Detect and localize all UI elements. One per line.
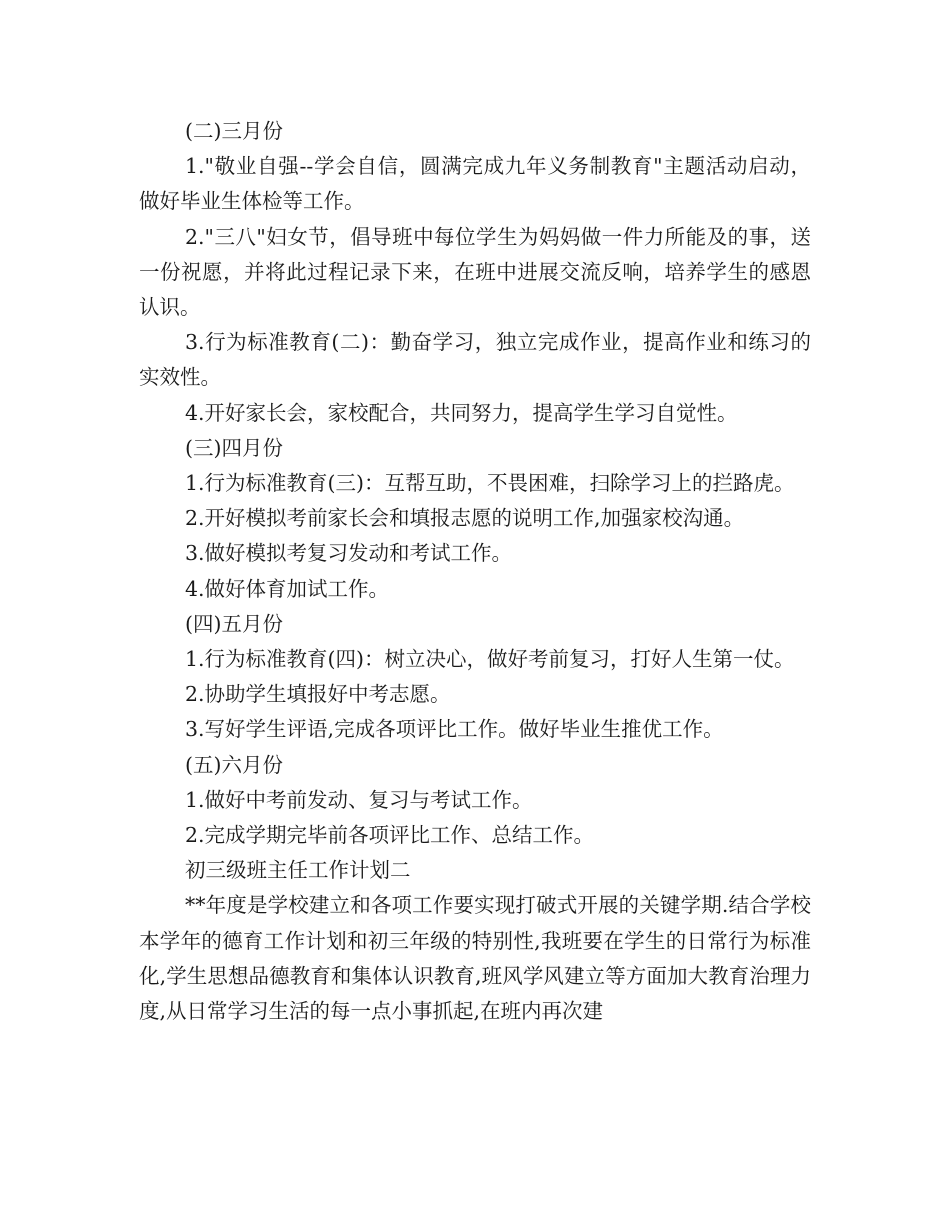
paragraph-april-3: 3.做好模拟考复习发动和考试工作。 — [185, 541, 513, 566]
section-title-plan-two: 初三级班主任工作计划二 — [185, 858, 411, 883]
paragraph-march-1: 1."敬业自强--学会自信，圆满完成九年义务制教育"主题活动启动，做好毕业生体检等工作。 — [139, 154, 811, 214]
paragraph-april-4: 4.做好体育加试工作。 — [185, 576, 390, 601]
paragraph-may-1: 1.行为标准教育(四)：树立决心，做好考前复习，打好人生第一仗。 — [185, 647, 795, 672]
heading-may: (四)五月份 — [185, 611, 283, 636]
heading-june: (五)六月份 — [185, 752, 283, 777]
paragraph-may-3: 3.写好学生评语,完成各项评比工作。做好毕业生推优工作。 — [185, 717, 724, 742]
paragraph-may-2: 2.协助学生填报好中考志愿。 — [185, 682, 451, 707]
paragraph-march-2: 2."三八"妇女节，倡导班中每位学生为妈妈做一件力所能及的事，送一份祝愿，并将此过程记录下来，在班中进展交流反响，培养学生的感恩认识。 — [139, 224, 811, 320]
paragraph-june-1: 1.做好中考前发动、复习与考试工作。 — [185, 787, 533, 812]
heading-april: (三)四月份 — [185, 435, 283, 460]
paragraph-march-4: 4.开好家长会，家校配合，共同努力，提高学生学习自觉性。 — [185, 400, 738, 425]
paragraph-march-3: 3.行为标准教育(二)：勤奋学习，独立完成作业，提高作业和练习的实效性。 — [139, 330, 811, 390]
paragraph-plan-two-intro: **年度是学校建立和各项工作要实现打破式开展的关键学期.结合学校本学年的德育工作计划和初三年级的特别性,我班要在学生的日常行为标准化,学生思想品德教育和集体认识教育,班风学风建立等方面加大教育治理力度,从日常学习生活的每一点小事抓起,在班内再次建 — [139, 893, 811, 1024]
paragraph-april-1: 1.行为标准教育(三)：互帮互助，不畏困难，扫除学习上的拦路虎。 — [185, 471, 795, 496]
heading-march: (二)三月份 — [185, 119, 283, 143]
document-body — [139, 114, 811, 1029]
paragraph-april-2: 2.开好模拟考前家长会和填报志愿的说明工作,加强家校沟通。 — [185, 506, 745, 531]
paragraph-june-2: 2.完成学期完毕前各项评比工作、总结工作。 — [185, 823, 595, 848]
